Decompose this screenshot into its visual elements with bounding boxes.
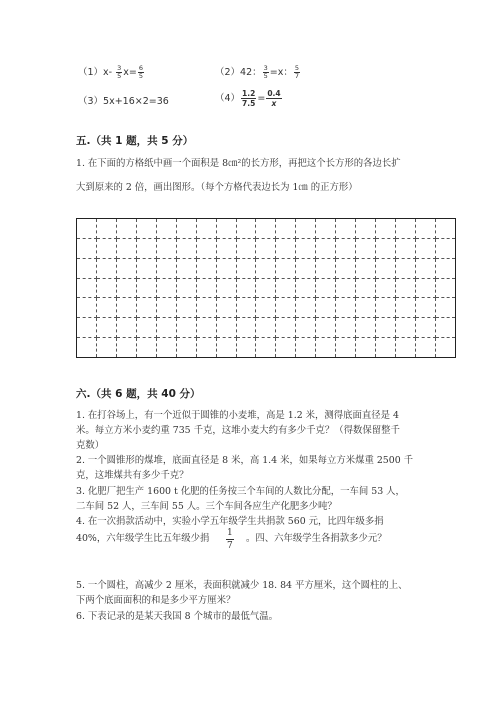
grid-cell[interactable] — [156, 318, 176, 338]
grid-cell[interactable] — [176, 278, 196, 298]
grid-cell[interactable] — [435, 338, 455, 358]
grid-cell[interactable] — [415, 219, 435, 239]
grid-cell[interactable] — [316, 318, 336, 338]
grid-cell[interactable] — [156, 219, 176, 239]
grid-cell[interactable] — [77, 278, 97, 298]
fraction-numerator: 5 — [294, 64, 300, 72]
section-6-question-line: 2. 一个圆锥形的煤堆，底面直径是 8 米，高 1.4 米，如果每立方米煤重 2500 千 — [76, 455, 414, 466]
section-5-heading: 五.（共 1 题，共 5 分） — [76, 135, 194, 147]
equation-label: （1） — [78, 67, 104, 78]
grid-row — [77, 338, 456, 358]
grid-cell[interactable] — [196, 258, 216, 278]
grid-cell[interactable] — [336, 318, 356, 338]
grid-cell[interactable] — [216, 219, 236, 239]
fraction-numerator: 3 — [263, 64, 268, 72]
grid-cell[interactable] — [77, 318, 97, 338]
grid-cell[interactable] — [96, 278, 116, 298]
grid-cell[interactable] — [276, 298, 296, 318]
fraction — [263, 65, 269, 80]
grid-cell[interactable] — [116, 278, 136, 298]
grid-cell[interactable] — [96, 258, 116, 278]
grid-cell[interactable] — [216, 238, 236, 258]
grid-cell[interactable] — [376, 278, 396, 298]
fraction-numerator: 3 — [117, 64, 122, 72]
fraction-denominator: 5 — [138, 72, 144, 80]
grid-cell[interactable] — [136, 219, 156, 239]
grid-cell[interactable] — [336, 258, 356, 278]
grid-cell[interactable] — [336, 298, 356, 318]
grid-cell[interactable] — [236, 238, 256, 258]
grid-cell[interactable] — [156, 238, 176, 258]
equation-text: 42： — [240, 67, 262, 78]
fraction — [266, 89, 281, 108]
grid-cell[interactable] — [376, 338, 396, 358]
grid-cell[interactable] — [256, 219, 276, 239]
grid-cell[interactable] — [116, 238, 136, 258]
section-6-question-line: 二车间 52 人，三车间 55 人。三个车间各应生产化肥多少吨？ — [76, 501, 337, 512]
grid-cell[interactable] — [316, 238, 336, 258]
grid-cell[interactable] — [256, 338, 276, 358]
grid-cell[interactable] — [136, 258, 156, 278]
grid-cell[interactable] — [396, 318, 416, 338]
grid-cell[interactable] — [116, 298, 136, 318]
section-6-question-line: 下两个底面面积的和是多少平方厘米？ — [76, 595, 236, 606]
grid-cell[interactable] — [415, 258, 435, 278]
grid-cell[interactable] — [136, 278, 156, 298]
grid-row — [77, 238, 456, 258]
grid-cell[interactable] — [435, 278, 455, 298]
grid-cell[interactable] — [236, 278, 256, 298]
equation-text: x= — [123, 67, 137, 78]
grid-cell[interactable] — [435, 258, 455, 278]
section-6-heading: 六.（共 6 题，共 40 分） — [76, 388, 201, 400]
grid-cell[interactable] — [296, 238, 316, 258]
grid-cell[interactable] — [256, 238, 276, 258]
grid-cell[interactable] — [316, 298, 336, 318]
grid-cell[interactable] — [116, 258, 136, 278]
fraction — [138, 65, 144, 80]
grid-cell[interactable] — [176, 318, 196, 338]
grid-cell[interactable] — [196, 219, 216, 239]
grid-cell[interactable] — [216, 298, 236, 318]
fraction-denominator: x — [271, 99, 277, 108]
grid-table — [76, 218, 456, 358]
grid-cell[interactable] — [376, 238, 396, 258]
grid-cell[interactable] — [336, 219, 356, 239]
grid-cell[interactable] — [415, 278, 435, 298]
grid-cell[interactable] — [376, 219, 396, 239]
grid-cell[interactable] — [196, 298, 216, 318]
grid-cell[interactable] — [276, 278, 296, 298]
grid-cell[interactable] — [296, 318, 316, 338]
grid-cell[interactable] — [216, 278, 236, 298]
grid-cell[interactable] — [316, 219, 336, 239]
grid-cell[interactable] — [356, 238, 376, 258]
grid-cell[interactable] — [376, 298, 396, 318]
grid-cell[interactable] — [196, 238, 216, 258]
grid-cell[interactable] — [376, 318, 396, 338]
section-6-question-line: 5. 一个圆柱，高减少 2 厘米，表面积就减少 18. 84 平方厘米，这个圆柱的上、 — [76, 580, 408, 591]
grid-cell[interactable] — [336, 278, 356, 298]
grid-cell[interactable] — [96, 298, 116, 318]
grid-cell[interactable] — [356, 318, 376, 338]
grid-cell[interactable] — [156, 338, 176, 358]
equation-text: = — [257, 93, 266, 104]
grid-cell[interactable] — [136, 238, 156, 258]
grid-cell[interactable] — [216, 338, 236, 358]
section-6-question-line: 米。每立方米小麦约重 735 千克，这堆小麦大约有多少千克？（得数保留整千 — [76, 425, 400, 436]
fraction-numerator: 1.2 — [242, 89, 256, 98]
grid-cell[interactable] — [196, 318, 216, 338]
fraction — [116, 65, 122, 80]
grid-cell[interactable] — [116, 338, 136, 358]
grid-cell[interactable] — [276, 338, 296, 358]
section-6-question-line: 40%，六年级学生比五年级少捐 — [76, 533, 210, 544]
grid-cell[interactable] — [136, 338, 156, 358]
grid-cell[interactable] — [236, 219, 256, 239]
grid-cell[interactable] — [396, 238, 416, 258]
fraction-denominator: 5 — [117, 72, 122, 80]
grid-cell[interactable] — [316, 338, 336, 358]
grid-cell[interactable] — [396, 219, 416, 239]
grid-cell[interactable] — [435, 318, 455, 338]
grid-cell[interactable] — [296, 298, 316, 318]
equation-3 — [78, 93, 169, 107]
grid-cell[interactable] — [77, 219, 97, 239]
grid-cell[interactable] — [216, 258, 236, 278]
fraction — [294, 65, 300, 80]
grid-cell[interactable] — [256, 318, 276, 338]
grid-cell[interactable] — [296, 219, 316, 239]
grid-row — [77, 258, 456, 278]
grid-row — [77, 318, 456, 338]
grid-cell[interactable] — [415, 298, 435, 318]
grid-cell[interactable] — [236, 258, 256, 278]
grid-cell[interactable] — [316, 258, 336, 278]
section-5-question-line: 1. 在下面的方格纸中画一个面积是 8㎝²的长方形，再把这个长方形的各边长扩 — [76, 158, 401, 169]
grid-cell[interactable] — [116, 318, 136, 338]
grid-cell[interactable] — [256, 298, 276, 318]
equation-label: （3） — [78, 96, 104, 107]
section-6-question-line: 6. 下表记录的是某天我国 8 个城市的最低气温。 — [76, 611, 278, 622]
grid-cell[interactable] — [415, 238, 435, 258]
section-6-question-line: 3. 化肥厂把生产 1600 t 化肥的任务按三个车间的人数比分配，一车间 53 人， — [76, 486, 405, 497]
grid-cell[interactable] — [96, 219, 116, 239]
grid-cell[interactable] — [176, 219, 196, 239]
grid-cell[interactable] — [236, 338, 256, 358]
grid-cell[interactable] — [77, 298, 97, 318]
grid-cell[interactable] — [276, 258, 296, 278]
grid-cell[interactable] — [256, 278, 276, 298]
section-5-question-line: 大到原来的 2 倍，画出图形。（每个方格代表边长为 1㎝ 的正方形） — [76, 182, 358, 193]
fraction-denominator: 7.5 — [242, 99, 256, 108]
section-6-question-line: 。四、六年级学生各捐款多少元？ — [246, 533, 387, 544]
grid-cell[interactable] — [136, 318, 156, 338]
grid-cell[interactable] — [396, 278, 416, 298]
grid-cell[interactable] — [356, 278, 376, 298]
grid-cell[interactable] — [176, 258, 196, 278]
grid-cell[interactable] — [296, 278, 316, 298]
grid-cell[interactable] — [376, 258, 396, 278]
grid-cell[interactable] — [176, 238, 196, 258]
fraction-denominator: 7 — [294, 72, 300, 80]
grid-cell[interactable] — [396, 258, 416, 278]
grid-cell[interactable] — [435, 298, 455, 318]
fraction-numerator: 6 — [138, 64, 144, 72]
grid-cell[interactable] — [156, 298, 176, 318]
grid-cell[interactable] — [136, 298, 156, 318]
grid-cell[interactable] — [356, 258, 376, 278]
fraction — [241, 89, 256, 108]
grid-cell[interactable] — [176, 338, 196, 358]
grid-cell[interactable] — [156, 258, 176, 278]
fraction-denominator: 7 — [227, 541, 233, 551]
grid-cell[interactable] — [296, 338, 316, 358]
grid-cell[interactable] — [396, 338, 416, 358]
grid-cell[interactable] — [396, 298, 416, 318]
grid-cell[interactable] — [415, 338, 435, 358]
section-6-question-line: 克，这堆煤共有多少千克？ — [76, 470, 189, 481]
section-6-question-line: 克数） — [76, 440, 105, 451]
fraction-numerator: 1 — [227, 528, 233, 538]
section-6-question-line: 4. 在一次捐款活动中，实验小学五年级学生共捐款 560 元，比四年级多捐 — [76, 516, 384, 527]
grid-cell[interactable] — [356, 219, 376, 239]
grid-cell[interactable] — [415, 318, 435, 338]
fraction-numerator: 0.4 — [267, 89, 281, 98]
grid-cell[interactable] — [77, 238, 97, 258]
grid-cell[interactable] — [176, 298, 196, 318]
grid-cell[interactable] — [77, 338, 97, 358]
grid-cell[interactable] — [336, 238, 356, 258]
grid-row — [77, 278, 456, 298]
grid-cell[interactable] — [96, 238, 116, 258]
grid-cell[interactable] — [336, 338, 356, 358]
equation-label: （4） — [215, 93, 241, 104]
grid-cell[interactable] — [316, 278, 336, 298]
fraction — [226, 527, 234, 552]
grid-cell[interactable] — [216, 318, 236, 338]
grid-cell[interactable] — [356, 338, 376, 358]
grid-cell[interactable] — [296, 258, 316, 278]
section-6-question-line: 1. 在打谷场上，有一个近似于圆锥的小麦堆，高是 1.2 米，测得底面直径是 4 — [76, 410, 399, 421]
grid-cell[interactable] — [276, 318, 296, 338]
grid-cell[interactable] — [116, 219, 136, 239]
equation-label: （2） — [215, 67, 241, 78]
equation-text: 5x+16×2=36 — [103, 96, 169, 107]
equation-4 — [215, 89, 283, 108]
grid-cell[interactable] — [236, 318, 256, 338]
grid-cell[interactable] — [435, 238, 455, 258]
grid-cell[interactable] — [96, 318, 116, 338]
grid-cell[interactable] — [196, 338, 216, 358]
equation-2 — [215, 64, 301, 80]
equation-text: x- — [103, 67, 113, 78]
fraction-denominator: 5 — [263, 72, 268, 80]
equation-1 — [78, 64, 145, 80]
grid-cell[interactable] — [156, 278, 176, 298]
grid-cell[interactable] — [356, 298, 376, 318]
grid-cell[interactable] — [435, 219, 455, 239]
grid-cell[interactable] — [96, 338, 116, 358]
grid-cell[interactable] — [236, 298, 256, 318]
equation-text: =x： — [269, 67, 293, 78]
grid-cell[interactable] — [77, 258, 97, 278]
grid-cell[interactable] — [256, 258, 276, 278]
grid-cell[interactable] — [276, 219, 296, 239]
grid-row — [77, 298, 456, 318]
grid-paper[interactable] — [76, 218, 456, 358]
grid-cell[interactable] — [196, 278, 216, 298]
grid-row — [77, 219, 456, 239]
grid-cell[interactable] — [276, 238, 296, 258]
